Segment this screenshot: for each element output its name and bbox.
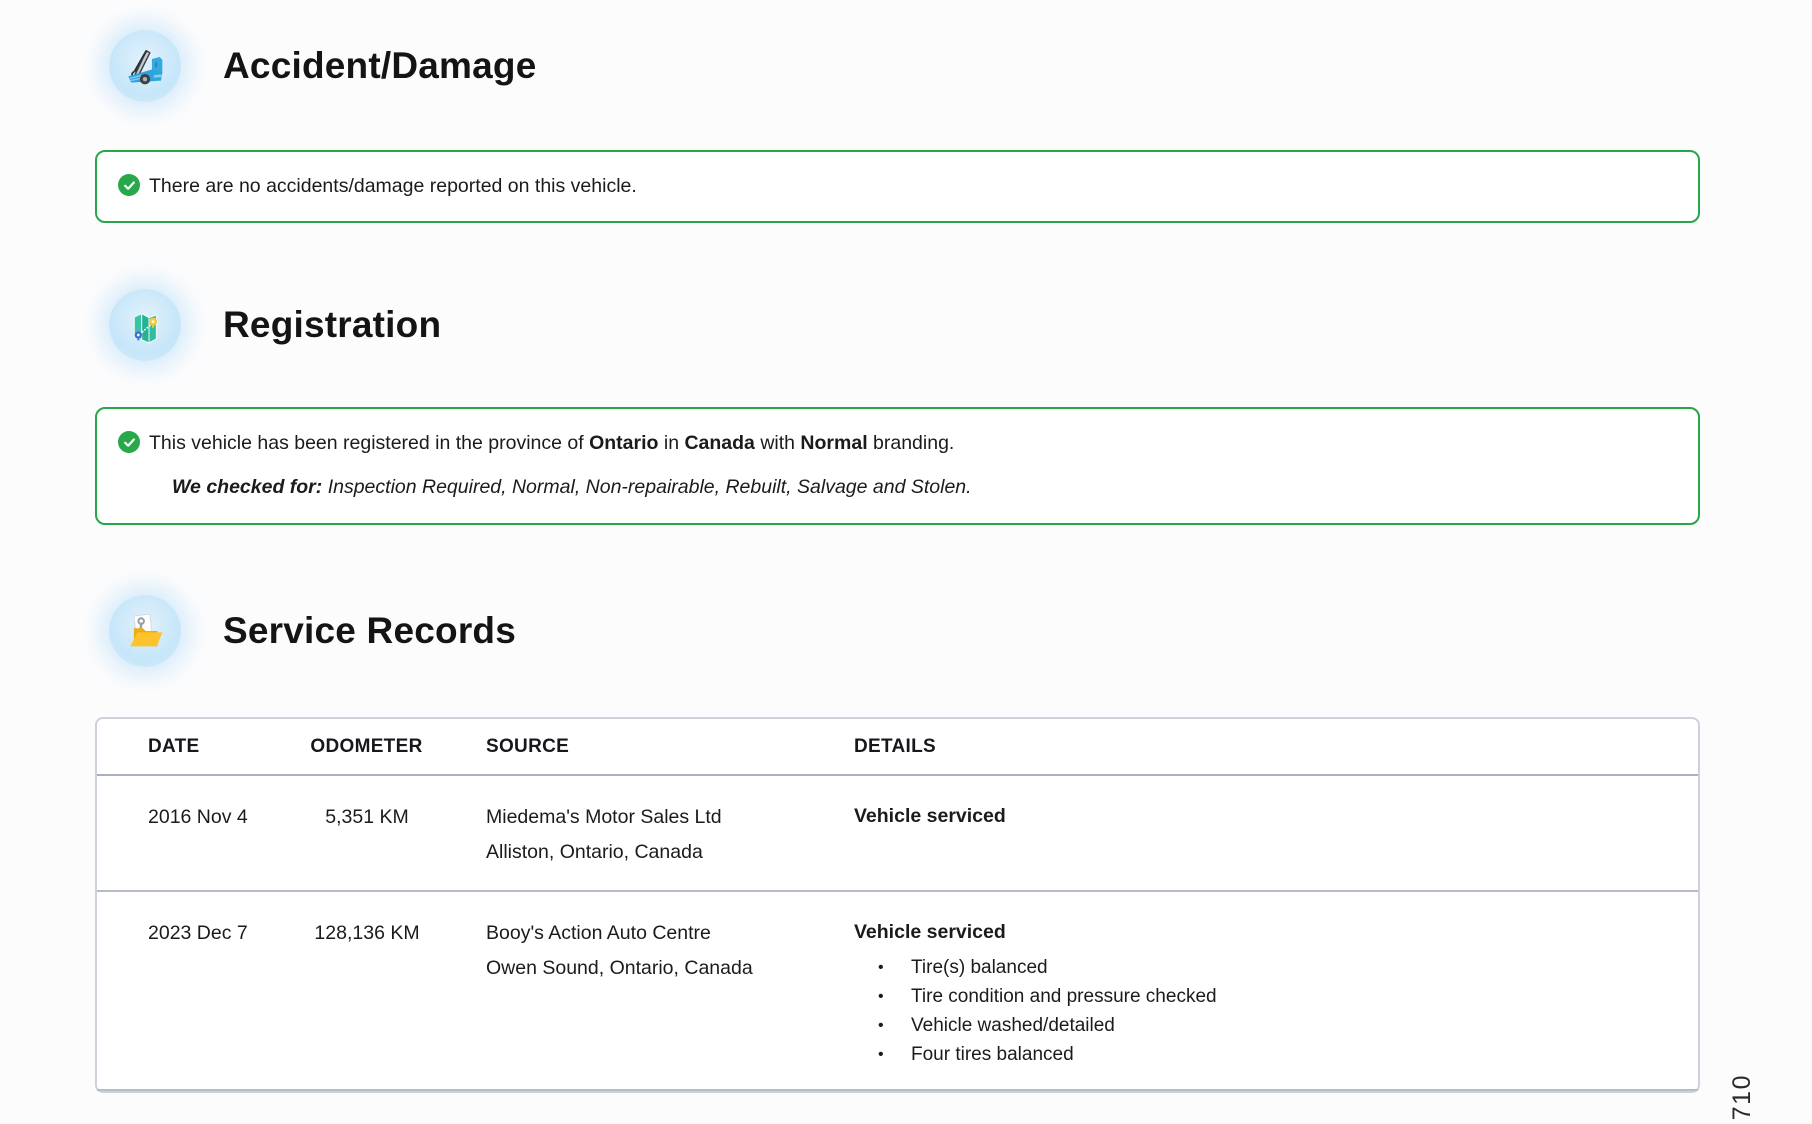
cell-odometer: 128,136 KM — [292, 892, 442, 1091]
source-location: Owen Sound, Ontario, Canada — [486, 957, 753, 979]
registration-checked-for: We checked for: Inspection Required, Normal, Non-repairable, Rebuilt, Salvage and Stolen. — [172, 476, 972, 498]
registration-title: Registration — [223, 304, 442, 345]
registration-section-header — [95, 289, 1700, 361]
check-circle-icon — [118, 431, 140, 453]
header-odometer: ODOMETER — [292, 719, 442, 776]
cell-details — [832, 892, 1698, 1091]
details-title: Vehicle serviced — [854, 921, 1006, 943]
details-title: Vehicle serviced — [854, 805, 1006, 827]
service-records-title: Service Records — [223, 610, 517, 651]
service-records-table — [95, 717, 1700, 1093]
report-content — [95, 30, 1700, 1093]
service-items-list — [854, 953, 1697, 1069]
source-name: Booy's Action Auto Centre — [486, 922, 711, 944]
folder-wrench-icon — [109, 595, 181, 667]
cell-date: 2023 Dec 7 — [97, 892, 292, 1091]
table-row — [97, 892, 1698, 1091]
cell-date: 2016 Nov 4 — [97, 776, 292, 892]
table-row — [97, 776, 1698, 892]
registration-alert — [95, 407, 1700, 525]
tow-truck-icon — [109, 30, 181, 102]
cell-details — [832, 776, 1698, 892]
service-item: • Four tires balanced — [854, 1040, 1697, 1069]
accident-alert-row — [118, 172, 1674, 200]
service-item: • Tire condition and pressure checked — [854, 982, 1697, 1011]
page-side-number: 710 — [1728, 1074, 1756, 1121]
header-date: DATE — [97, 719, 292, 776]
accident-damage-alert — [95, 150, 1700, 223]
source-name: Miedema's Motor Sales Ltd — [486, 806, 722, 828]
accident-damage-title: Accident/Damage — [223, 45, 537, 86]
service-item: • Tire(s) balanced — [854, 953, 1697, 982]
cell-source — [442, 776, 832, 892]
registration-alert-row — [118, 429, 1674, 457]
accident-alert-message: There are no accidents/damage reported on this vehicle. — [149, 175, 637, 197]
header-source: SOURCE — [442, 719, 832, 776]
accident-damage-section-header — [95, 30, 1700, 102]
service-item: • Vehicle washed/detailed — [854, 1011, 1697, 1040]
source-location: Alliston, Ontario, Canada — [486, 841, 703, 863]
service-records-section-header — [95, 595, 1700, 667]
cell-odometer: 5,351 KM — [292, 776, 442, 892]
map-icon — [109, 289, 181, 361]
registration-alert-message: This vehicle has been registered in the province of Ontario in Canada with Normal branding. — [149, 432, 955, 454]
check-circle-icon — [118, 174, 140, 196]
header-details: DETAILS — [832, 719, 1698, 776]
service-records-table-wrap — [95, 717, 1700, 1093]
table-header-row — [97, 719, 1698, 776]
cell-source — [442, 892, 832, 1091]
